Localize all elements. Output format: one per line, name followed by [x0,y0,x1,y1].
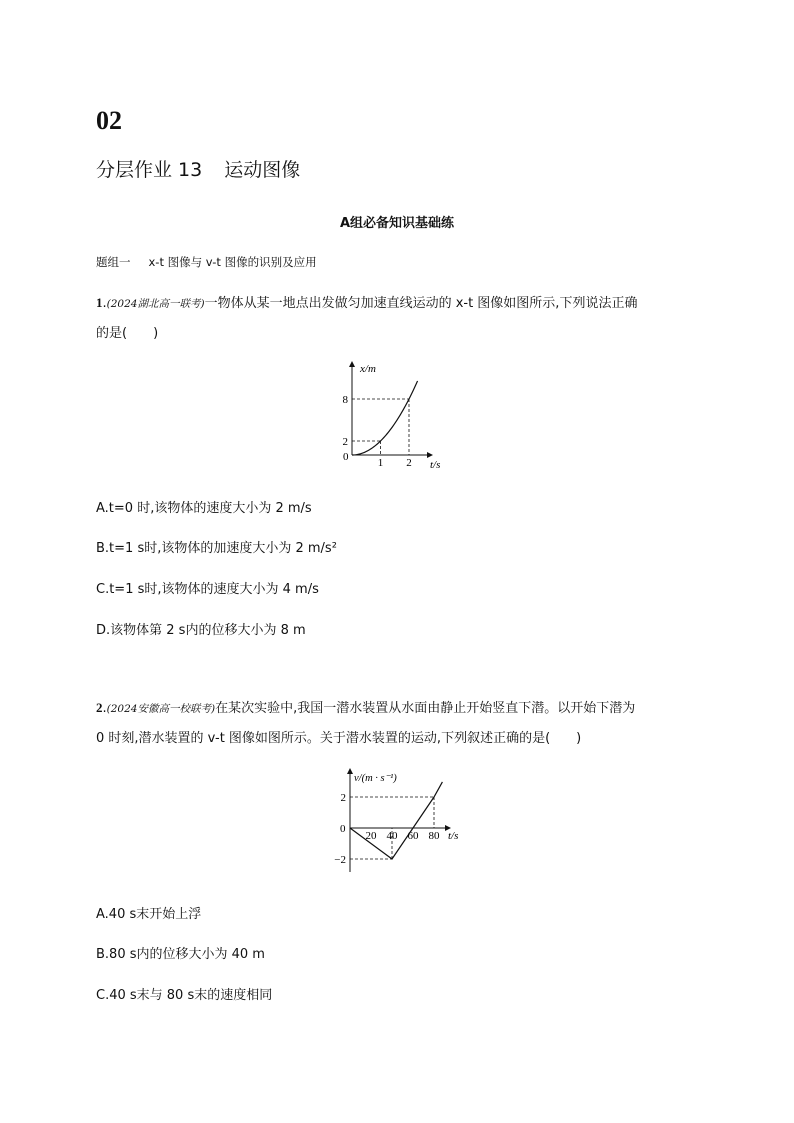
option-a: A.40 s末开始上浮 [96,907,202,922]
xt-graph-figure [330,360,460,472]
page-title [96,155,300,182]
question-text-line1: 在某次实验中,我国一潜水装置从水面由静止开始竖直下潜。以开始下潜为 [215,701,636,716]
section-number: 02 [96,106,122,135]
x-tick-label: 1 [377,457,384,469]
position-curve [352,381,418,455]
y-tick-label: 2 [340,792,346,804]
origin-label: 0 [343,451,349,463]
question-source: (2024安徽高一校联考) [106,703,216,715]
y-tick-label: 8 [342,394,348,406]
topic-group-label: 题组一 [96,255,131,269]
option-a: A.t=0 时,该物体的速度大小为 2 m/s [96,501,312,516]
option-b: B.80 s内的位移大小为 40 m [96,947,265,962]
y-axis-label: x/m [360,363,376,375]
question-2-stem: 2.(2024安徽高一校联考)在某次实验中,我国一潜水装置从水面由静止开始竖直下潜。以开始下潜为 0 时刻,潜水装置的 v-t 图像如图所示。关于潜水装置的运动,下列叙述正确的是( ) [96,700,636,746]
x-axis-label: t/s [430,459,441,471]
question-number: 2 [96,700,103,715]
x-tick-label: 20 [365,830,377,842]
question-source: (2024湖北高一联考) [106,298,205,310]
question-text-line2: 0 时刻,潜水装置的 v-t 图像如图所示。关于潜水装置的运动,下列叙述正确的是( ) [96,731,582,746]
question-number: 1 [96,295,103,310]
x-axis-label: t/s [448,830,459,842]
y-tick-label: 2 [342,436,348,448]
assignment-topic: 运动图像 [224,159,301,181]
y-tick-label: −2 [334,854,346,866]
group-heading: A组必备知识基础练 [339,216,455,231]
x-tick-label: 80 [428,830,440,842]
x-tick-label: 2 [406,457,412,469]
guide-lines [352,399,409,455]
x-tick-label: 40 [386,830,398,842]
topic-group [96,254,317,270]
vt-graph-figure [332,766,482,876]
option-c: C.t=1 s时,该物体的速度大小为 4 m/s [96,582,319,597]
velocity-line [350,782,442,859]
option-d: D.该物体第 2 s内的位移大小为 8 m [96,623,306,638]
origin-label: 0 [340,823,346,835]
x-tick-label: 60 [407,830,419,842]
option-c: C.40 s末与 80 s末的速度相同 [96,988,273,1003]
option-b: B.t=1 s时,该物体的加速度大小为 2 m/s² [96,541,337,556]
question-1-stem: 1.(2024湖北高一联考)一物体从某一地点出发做匀加速直线运动的 x-t 图像如图所示,下列说法正确 的是( ) [96,295,638,341]
question-text-line1: 一物体从某一地点出发做匀加速直线运动的 x-t 图像如图所示,下列说法正确 [204,296,638,311]
topic-group-text: x-t 图像与 v-t 图像的识别及应用 [148,255,317,269]
y-axis-label: v/(m · s⁻¹) [354,773,397,784]
question-text-line2: 的是( ) [96,326,159,341]
assignment-label: 分层作业 13 [96,159,203,181]
